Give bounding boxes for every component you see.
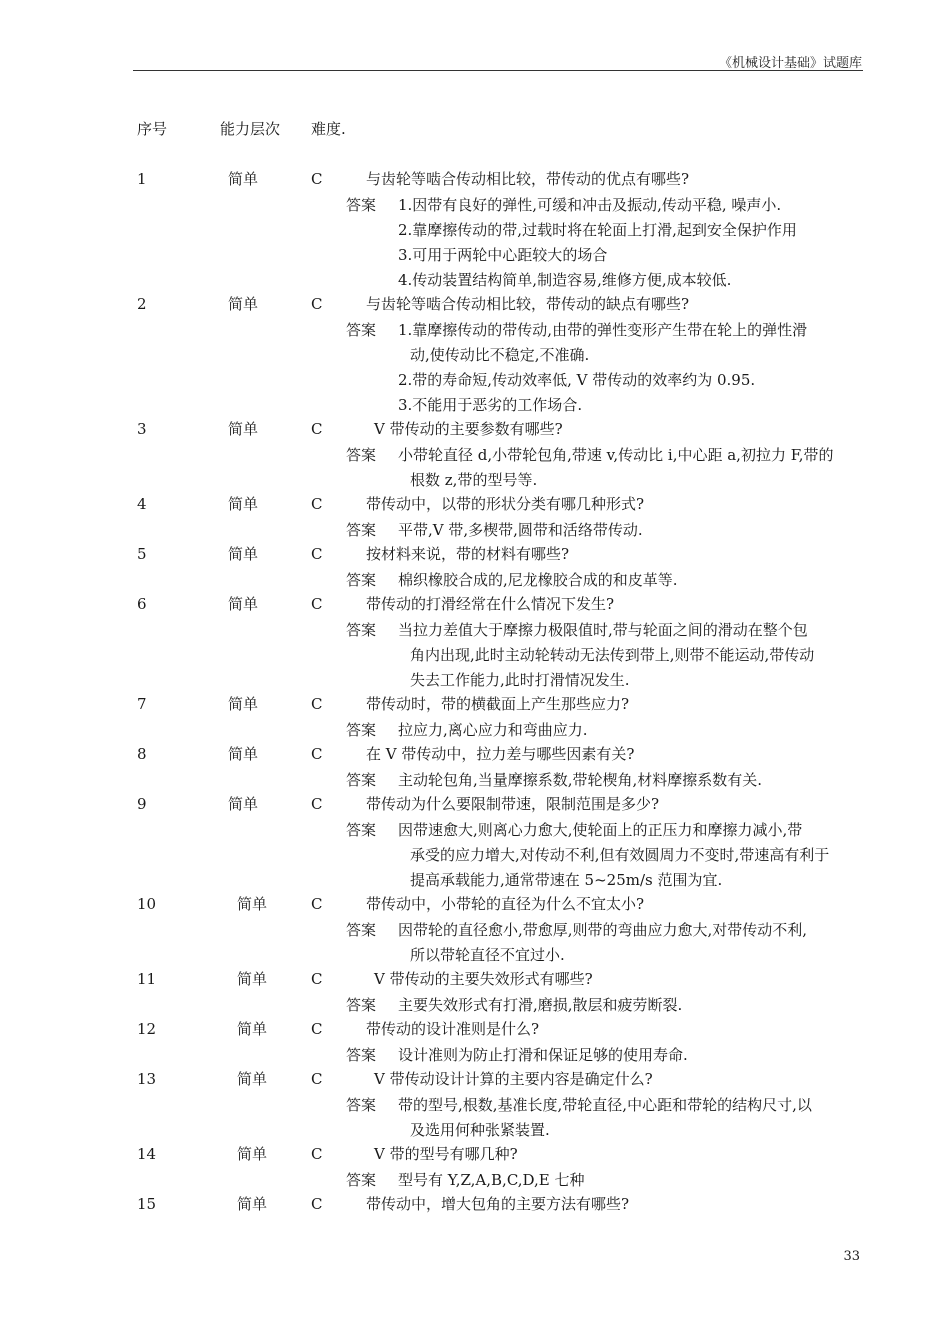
question-number: 13 bbox=[137, 1070, 157, 1088]
question-difficulty: C bbox=[311, 795, 323, 813]
column-header-level: 能力层次 bbox=[220, 120, 281, 138]
question-level: 简单 bbox=[237, 895, 268, 913]
answer-block bbox=[0, 1043, 950, 1068]
question-row bbox=[0, 1193, 950, 1218]
question-number: 4 bbox=[137, 495, 147, 513]
answer-line: 所以带轮直径不宜过小. bbox=[410, 946, 565, 964]
question-row bbox=[0, 1068, 950, 1093]
question-difficulty: C bbox=[311, 170, 323, 188]
answer-line: 主要失效形式有打滑,磨损,散层和疲劳断裂. bbox=[398, 996, 683, 1014]
question-row bbox=[0, 968, 950, 993]
question-row bbox=[0, 168, 950, 193]
answer-line: 当拉力差值大于摩擦力极限值时,带与轮面之间的滑动在整个包 bbox=[398, 621, 808, 639]
question-text: 按材料来说，带的材料有哪些? bbox=[366, 545, 570, 563]
answer-label: 答案 bbox=[346, 521, 377, 539]
answer-block bbox=[0, 618, 950, 693]
question-number: 7 bbox=[137, 695, 147, 713]
question-list bbox=[0, 168, 950, 1218]
question-number: 11 bbox=[137, 970, 157, 988]
answer-line: 根数 z,带的型号等. bbox=[410, 471, 538, 489]
answer-block bbox=[0, 443, 950, 493]
answer-line: 型号有 Y,Z,A,B,C,D,E 七种 bbox=[398, 1171, 585, 1189]
header-rule bbox=[133, 70, 863, 71]
header-title: 《机械设计基础》试题库 bbox=[718, 56, 862, 71]
answer-line: 动,使传动比不稳定,不准确. bbox=[410, 346, 590, 364]
answer-line: 及选用何种张紧装置. bbox=[410, 1121, 550, 1139]
question-number: 1 bbox=[137, 170, 147, 188]
question-difficulty: C bbox=[311, 595, 323, 613]
question-row bbox=[0, 743, 950, 768]
question-text: 在 V 带传动中，拉力差与哪些因素有关? bbox=[366, 745, 635, 763]
answer-line: 角内出现,此时主动轮转动无法传到带上,则带不能运动,带传动 bbox=[410, 646, 815, 664]
question-row bbox=[0, 693, 950, 718]
answer-label: 答案 bbox=[346, 446, 377, 464]
question-row bbox=[0, 793, 950, 818]
question-level: 简单 bbox=[228, 545, 259, 563]
question-level: 简单 bbox=[228, 695, 259, 713]
question-number: 3 bbox=[137, 420, 147, 438]
answer-line: 平带,V 带,多楔带,圆带和活络带传动. bbox=[398, 521, 643, 539]
question-level: 简单 bbox=[228, 595, 259, 613]
answer-line: 2.带的寿命短,传动效率低, V 带传动的效率约为 0.95. bbox=[398, 371, 756, 389]
question-number: 14 bbox=[137, 1145, 157, 1163]
answer-block bbox=[0, 193, 950, 293]
question-row bbox=[0, 893, 950, 918]
question-difficulty: C bbox=[311, 495, 323, 513]
question-level: 简单 bbox=[237, 1020, 268, 1038]
question-text: 带传动中，小带轮的直径为什么不宜太小? bbox=[366, 895, 645, 913]
answer-block bbox=[0, 818, 950, 893]
question-difficulty: C bbox=[311, 970, 323, 988]
question-row bbox=[0, 293, 950, 318]
answer-line: 因带速愈大,则离心力愈大,使轮面上的正压力和摩擦力减小,带 bbox=[398, 821, 803, 839]
question-number: 8 bbox=[137, 745, 147, 763]
question-difficulty: C bbox=[311, 420, 323, 438]
answer-line: 设计准则为防止打滑和保证足够的使用寿命. bbox=[398, 1046, 688, 1064]
answer-label: 答案 bbox=[346, 821, 377, 839]
answer-label: 答案 bbox=[346, 196, 377, 214]
question-difficulty: C bbox=[311, 1070, 323, 1088]
question-level: 简单 bbox=[237, 1070, 268, 1088]
question-difficulty: C bbox=[311, 545, 323, 563]
question-text: 带传动中，增大包角的主要方法有哪些? bbox=[366, 1195, 630, 1213]
question-text: 与齿轮等啮合传动相比较，带传动的缺点有哪些? bbox=[366, 295, 690, 313]
column-header-difficulty: 难度. bbox=[311, 120, 346, 138]
answer-label: 答案 bbox=[346, 1046, 377, 1064]
answer-line: 带的型号,根数,基准长度,带轮直径,中心距和带轮的结构尺寸,以 bbox=[398, 1096, 812, 1114]
question-row bbox=[0, 418, 950, 443]
question-level: 简单 bbox=[228, 295, 259, 313]
answer-line: 主动轮包角,当量摩擦系数,带轮楔角,材料摩擦系数有关. bbox=[398, 771, 763, 789]
question-difficulty: C bbox=[311, 745, 323, 763]
question-row bbox=[0, 1143, 950, 1168]
question-level: 简单 bbox=[228, 745, 259, 763]
answer-block bbox=[0, 1093, 950, 1143]
question-text: V 带的型号有哪几种? bbox=[374, 1145, 518, 1163]
answer-block bbox=[0, 768, 950, 793]
question-level: 简单 bbox=[228, 420, 259, 438]
answer-block bbox=[0, 1168, 950, 1193]
answer-line: 小带轮直径 d,小带轮包角,带速 v,传动比 i,中心距 a,初拉力 F,带的 bbox=[398, 446, 834, 464]
answer-block bbox=[0, 318, 950, 418]
answer-block bbox=[0, 993, 950, 1018]
question-difficulty: C bbox=[311, 295, 323, 313]
question-text: 带传动为什么要限制带速，限制范围是多少? bbox=[366, 795, 660, 813]
answer-label: 答案 bbox=[346, 1096, 377, 1114]
question-text: V 带传动的主要参数有哪些? bbox=[374, 420, 563, 438]
question-text: 与齿轮等啮合传动相比较，带传动的优点有哪些? bbox=[366, 170, 690, 188]
question-difficulty: C bbox=[311, 695, 323, 713]
answer-line: 4.传动装置结构简单,制造容易,维修方便,成本较低. bbox=[398, 271, 732, 289]
answer-label: 答案 bbox=[346, 996, 377, 1014]
answer-line: 承受的应力增大,对传动不利,但有效圆周力不变时,带速高有利于 bbox=[410, 846, 830, 864]
answer-label: 答案 bbox=[346, 921, 377, 939]
answer-line: 棉织橡胶合成的,尼龙橡胶合成的和皮革等. bbox=[398, 571, 678, 589]
column-header-num: 序号 bbox=[137, 120, 168, 138]
answer-line: 提高承载能力,通常带速在 5~25m/s 范围为宜. bbox=[410, 871, 723, 889]
question-text: 带传动的设计准则是什么? bbox=[366, 1020, 540, 1038]
question-difficulty: C bbox=[311, 1020, 323, 1038]
question-row bbox=[0, 593, 950, 618]
answer-label: 答案 bbox=[346, 771, 377, 789]
answer-block bbox=[0, 518, 950, 543]
answer-label: 答案 bbox=[346, 721, 377, 739]
answer-line: 3.不能用于恶劣的工作场合. bbox=[398, 396, 583, 414]
question-level: 简单 bbox=[237, 1195, 268, 1213]
answer-block bbox=[0, 718, 950, 743]
answer-line: 1.靠摩擦传动的带传动,由带的弹性变形产生带在轮上的弹性滑 bbox=[398, 321, 808, 339]
question-number: 12 bbox=[137, 1020, 157, 1038]
answer-label: 答案 bbox=[346, 321, 377, 339]
answer-line: 2.靠摩擦传动的带,过载时将在轮面上打滑,起到安全保护作用 bbox=[398, 221, 797, 239]
answer-block bbox=[0, 568, 950, 593]
page-number: 33 bbox=[843, 1249, 860, 1264]
answer-label: 答案 bbox=[346, 621, 377, 639]
question-row bbox=[0, 1018, 950, 1043]
question-number: 15 bbox=[137, 1195, 157, 1213]
question-row bbox=[0, 543, 950, 568]
answer-label: 答案 bbox=[346, 571, 377, 589]
question-level: 简单 bbox=[228, 495, 259, 513]
question-difficulty: C bbox=[311, 1195, 323, 1213]
answer-label: 答案 bbox=[346, 1171, 377, 1189]
question-number: 5 bbox=[137, 545, 147, 563]
question-number: 9 bbox=[137, 795, 147, 813]
question-text: 带传动时，带的横截面上产生那些应力? bbox=[366, 695, 630, 713]
answer-line: 拉应力,离心应力和弯曲应力. bbox=[398, 721, 588, 739]
answer-line: 3.可用于两轮中心距较大的场合 bbox=[398, 246, 608, 264]
question-number: 2 bbox=[137, 295, 147, 313]
answer-line: 1.因带有良好的弹性,可缓和冲击及振动,传动平稳, 噪声小. bbox=[398, 196, 782, 214]
question-text: V 带传动设计计算的主要内容是确定什么? bbox=[374, 1070, 653, 1088]
question-level: 简单 bbox=[228, 170, 259, 188]
question-level: 简单 bbox=[237, 1145, 268, 1163]
answer-line: 失去工作能力,此时打滑情况发生. bbox=[410, 671, 630, 689]
question-number: 6 bbox=[137, 595, 147, 613]
question-text: 带传动的打滑经常在什么情况下发生? bbox=[366, 595, 615, 613]
question-level: 简单 bbox=[228, 795, 259, 813]
question-difficulty: C bbox=[311, 1145, 323, 1163]
question-level: 简单 bbox=[237, 970, 268, 988]
question-number: 10 bbox=[137, 895, 157, 913]
question-difficulty: C bbox=[311, 895, 323, 913]
question-text: 带传动中，以带的形状分类有哪几种形式? bbox=[366, 495, 645, 513]
question-text: V 带传动的主要失效形式有哪些? bbox=[374, 970, 593, 988]
answer-block bbox=[0, 918, 950, 968]
answer-line: 因带轮的直径愈小,带愈厚,则带的弯曲应力愈大,对带传动不利, bbox=[398, 921, 808, 939]
question-row bbox=[0, 493, 950, 518]
